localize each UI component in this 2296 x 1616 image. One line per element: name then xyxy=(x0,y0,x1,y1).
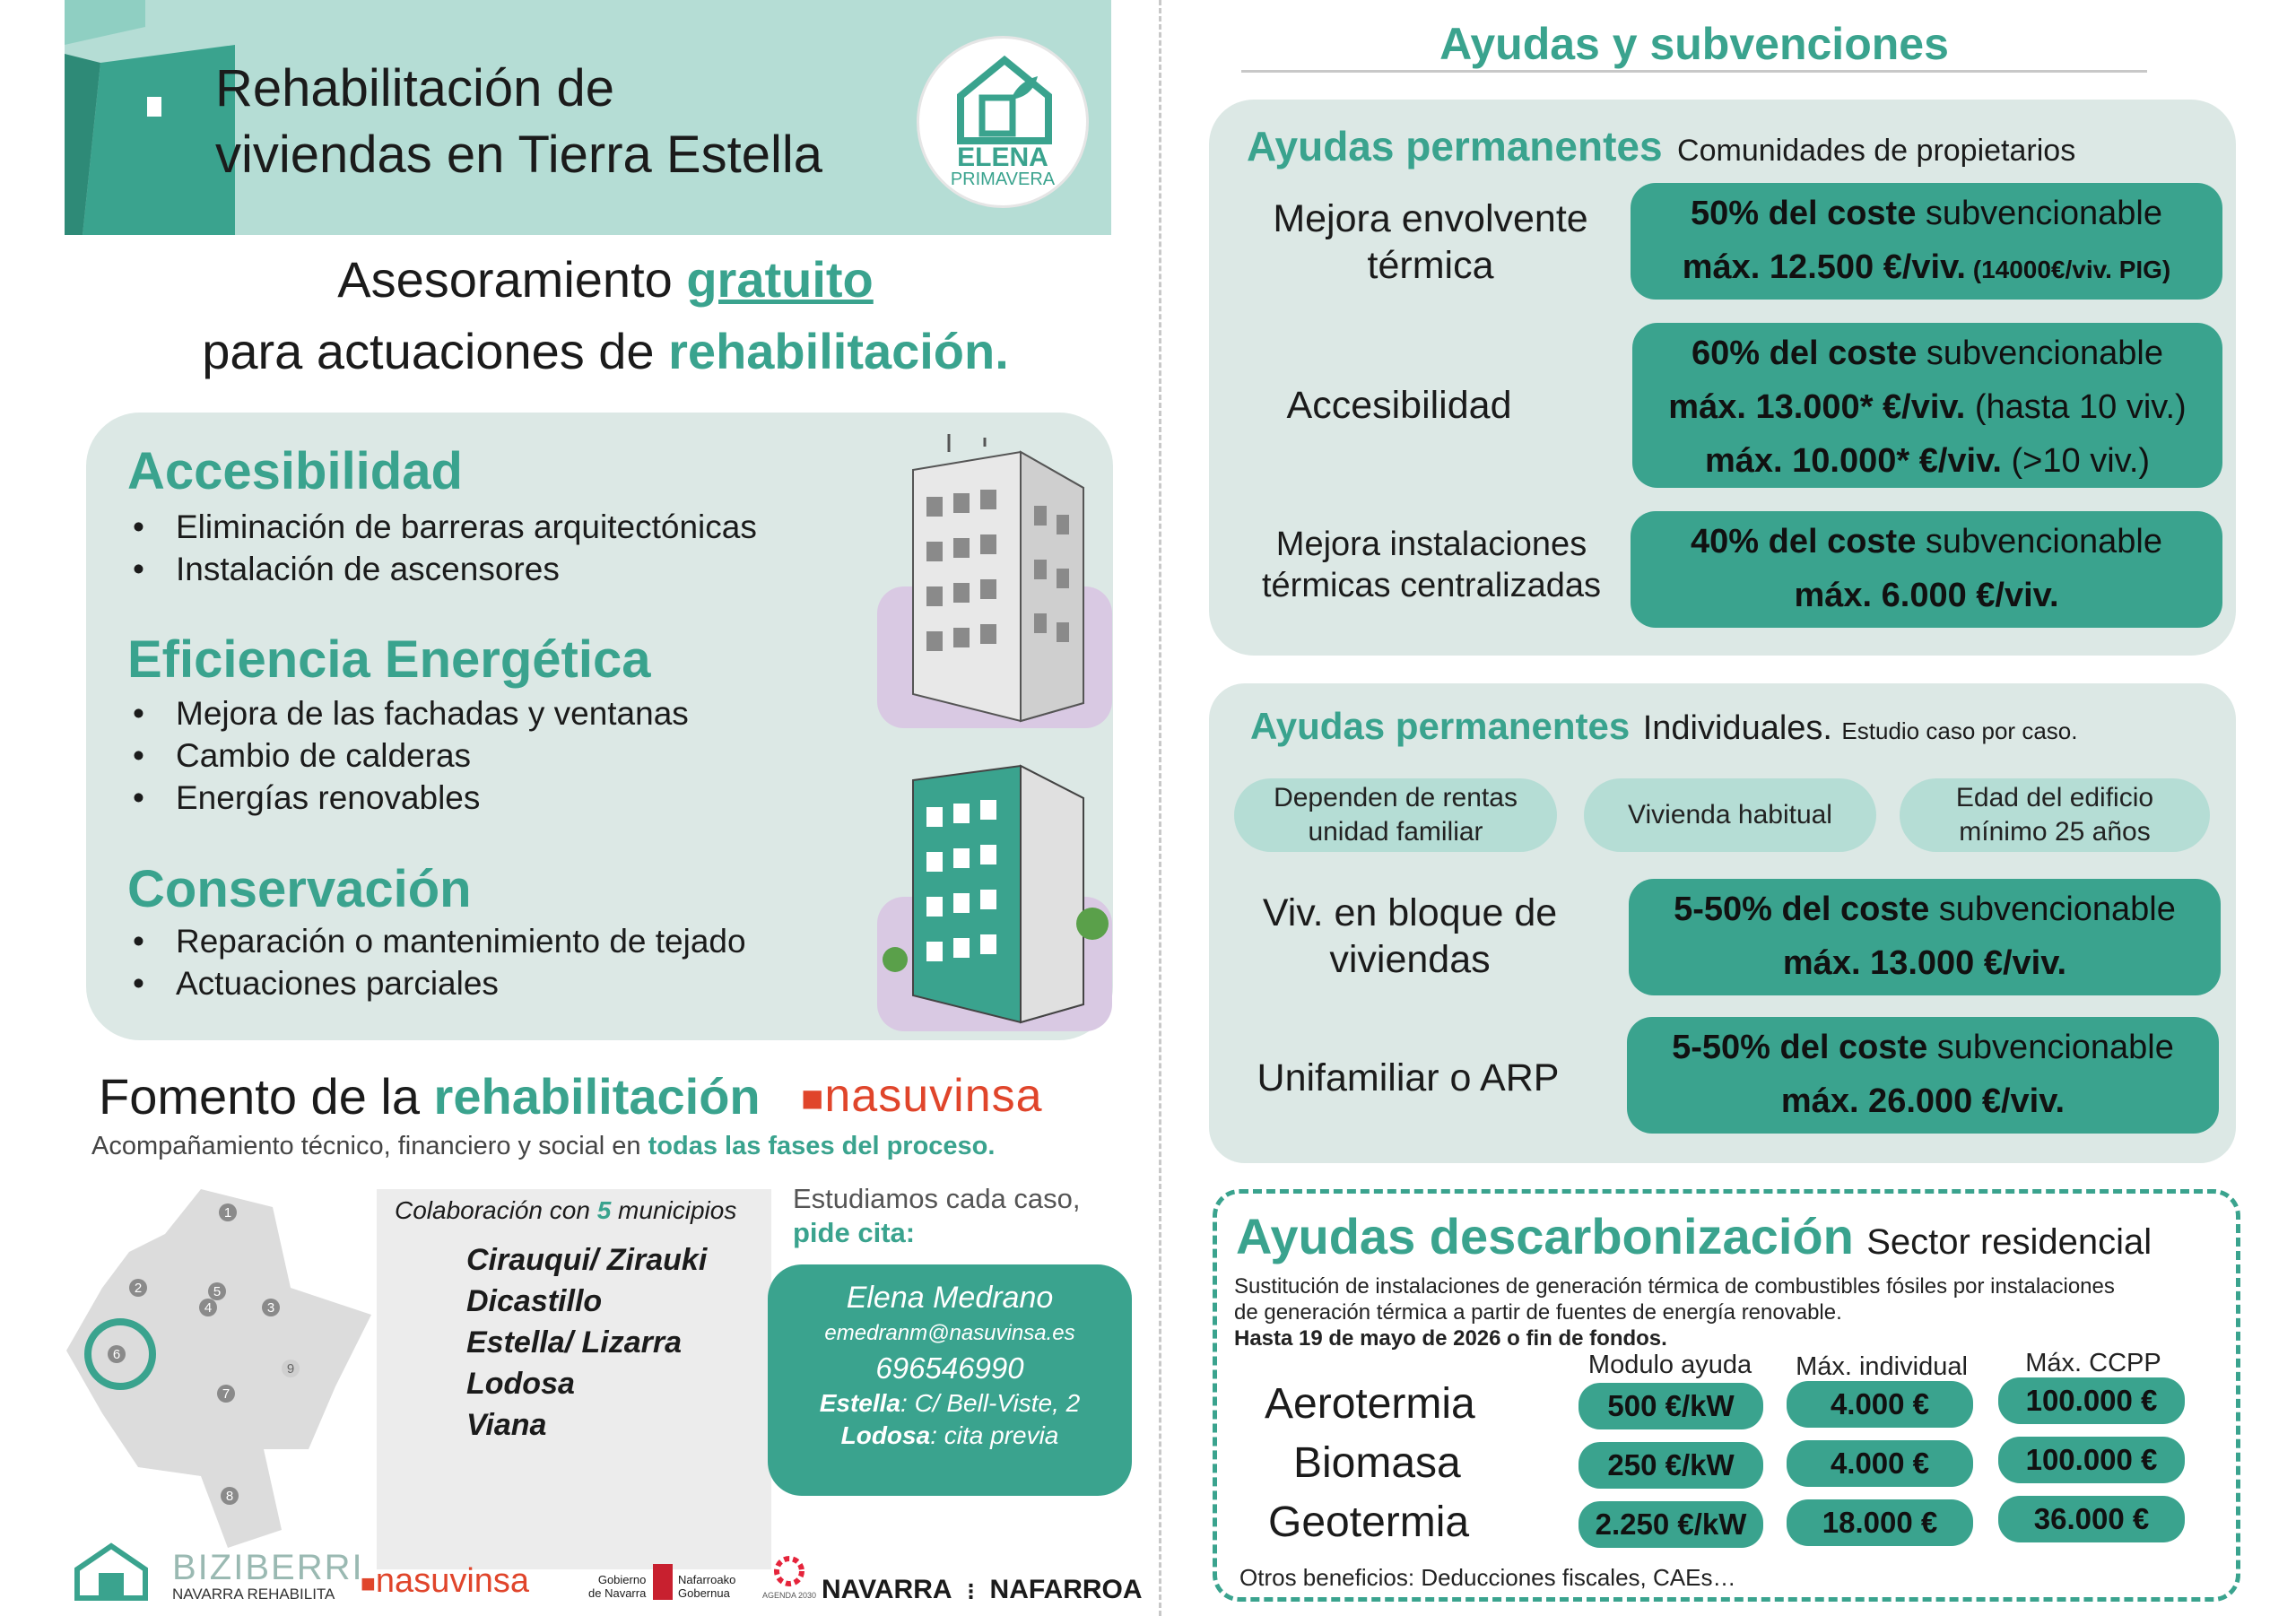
map-marker-1: 1 xyxy=(223,1205,232,1221)
aid-box-instalaciones: 40% del coste subvencionable máx. 6.000 €/viv. xyxy=(1631,511,2222,628)
value-aerotermia-modulo: 500 €/kW xyxy=(1578,1383,1763,1429)
column-divider xyxy=(1159,0,1161,1616)
fomento-subtitle: Acompañamiento técnico, financiero y social en todas las fases del proceso. xyxy=(91,1132,996,1160)
biziberri-sub: NAVARRA REHABILITA xyxy=(172,1586,335,1603)
eficiencia-list xyxy=(127,692,689,819)
list-item: • Eliminación de barreras arquitectónicas xyxy=(127,506,757,548)
value-biomasa-ccpp: 100.000 € xyxy=(1998,1437,2185,1483)
intro-text: Asesoramiento gratuito para actuaciones de rehabilitación. xyxy=(202,251,1009,379)
map-marker-9: 9 xyxy=(286,1361,295,1377)
town-item: Dicastillo xyxy=(466,1284,603,1318)
value-aerotermia-ccpp: 100.000 € xyxy=(1998,1377,2185,1424)
list-item: • Cambio de calderas xyxy=(127,734,689,777)
row-label-geotermia: Geotermia xyxy=(1268,1499,1470,1546)
other-benefits: Otros beneficios: Deducciones fiscales, CAEs… xyxy=(1239,1564,1736,1591)
house-leaf-icon xyxy=(955,55,1054,144)
list-item: • Mejora de las fachadas y ventanas xyxy=(127,692,689,734)
contact-card xyxy=(768,1264,1132,1496)
aid-box-unifamiliar: 5-50% del coste subvencionable máx. 26.000 €/viv. xyxy=(1627,1017,2219,1134)
p3-heading: Ayudas descarbonización Sector residencial xyxy=(1236,1208,2152,1264)
rehab-highlight: rehabilitación. xyxy=(668,323,1009,379)
section-title-eficiencia: Eficiencia Energética xyxy=(127,630,651,689)
value-geotermia-modulo: 2.250 €/kW xyxy=(1578,1501,1763,1548)
condition-pill-rentas: Dependen de rentas unidad familiar xyxy=(1234,778,1557,852)
aid-box-accesibilidad: 60% del coste subvencionable máx. 13.000* €/viv. (hasta 10 viv.) máx. 10.000* €/viv. (>10 viv.) xyxy=(1632,323,2222,488)
elena-logo xyxy=(917,36,1089,208)
col-header-individual: Máx. individual xyxy=(1796,1352,1968,1381)
value-biomasa-individual: 4.000 € xyxy=(1787,1440,1973,1487)
row-label-bloque: Viv. en bloque de viviendas xyxy=(1262,891,1558,981)
right-title: Ayudas y subvenciones xyxy=(1439,19,1949,69)
map-marker-4: 4 xyxy=(204,1300,213,1316)
town-item: Lodosa xyxy=(466,1367,575,1401)
row-label-biomasa: Biomasa xyxy=(1293,1439,1461,1487)
biziberri-logo-icon xyxy=(74,1542,149,1602)
gratuito-highlight: gratuito xyxy=(686,251,874,308)
biziberri-logo: BIZIBERRI xyxy=(172,1548,364,1587)
gobernua-logo: Nafarroako Gobernua xyxy=(678,1573,736,1600)
fomento-sub-highlight: todas las fases del proceso. xyxy=(648,1132,996,1160)
conservacion-list xyxy=(127,920,746,1004)
value-geotermia-individual: 18.000 € xyxy=(1787,1499,1973,1546)
map-marker-8: 8 xyxy=(225,1489,234,1504)
value-geotermia-ccpp: 36.000 € xyxy=(1998,1496,2185,1542)
navarra-logo: NAVARRA ⋮ NAFARROA xyxy=(822,1575,1143,1604)
value-aerotermia-individual: 4.000 € xyxy=(1787,1381,1973,1428)
map-marker-6: 6 xyxy=(112,1347,121,1362)
title-underline xyxy=(1241,70,2147,73)
map-marker-5: 5 xyxy=(213,1284,222,1299)
gobierno-logo: Gobierno de Navarra xyxy=(588,1573,647,1600)
list-item: • Instalación de ascensores xyxy=(127,548,757,590)
row-label-aerotermia: Aerotermia xyxy=(1265,1380,1475,1428)
p3-description: Sustitución de instalaciones de generación térmica de combustibles fósiles por instalaciones de generación térmica a partir de fuentes de energía renovable. Hasta 19 de mayo de 2026 o fin de fondos. xyxy=(1234,1274,2115,1351)
section-title-accesibilidad: Accesibilidad xyxy=(127,442,463,500)
section-title-conservacion: Conservación xyxy=(127,860,472,918)
cta-text: Estudiamos cada caso, pide cita: xyxy=(793,1183,1081,1248)
p1-heading: Ayudas permanentes Comunidades de propietarios xyxy=(1247,123,2076,169)
value-biomasa-modulo: 250 €/kW xyxy=(1578,1442,1763,1489)
nasuvinsa-footer-logo: ■nasuvinsa xyxy=(361,1562,530,1600)
row-label-envolvente: Mejora envolvente térmica xyxy=(1273,197,1588,287)
colab-label: Colaboración con 5 municipios xyxy=(395,1196,737,1224)
list-item: • Reparación o mantenimiento de tejado xyxy=(127,920,746,962)
building-before-illustration xyxy=(877,434,1112,728)
town-item: Cirauqui/ Zirauki xyxy=(466,1243,708,1277)
contact-email[interactable]: emedranm@nasuvinsa.es xyxy=(824,1321,1075,1345)
towns-list xyxy=(466,1239,707,1446)
accesibilidad-list xyxy=(127,506,757,590)
agenda-2030-label: AGENDA 2030 xyxy=(761,1591,817,1600)
navarra-coat-icon xyxy=(653,1564,673,1600)
row-label-instalaciones: Mejora instalaciones térmicas centralizadas xyxy=(1261,526,1602,604)
contact-name: Elena Medrano xyxy=(846,1281,1054,1315)
logo-sub: PRIMAVERA xyxy=(950,169,1056,189)
p2-heading: Ayudas permanentes Individuales. Estudio caso por caso. xyxy=(1250,705,2078,747)
contact-estella: Estella: C/ Bell-Viste, 2 xyxy=(819,1389,1081,1417)
map-marker-3: 3 xyxy=(266,1300,275,1316)
aid-box-bloque: 5-50% del coste subvencionable máx. 13.000 €/viv. xyxy=(1629,879,2221,995)
row-label-accesibilidad: Accesibilidad xyxy=(1286,384,1512,427)
contact-phone[interactable]: 696546990 xyxy=(875,1351,1024,1385)
contact-lodosa: Lodosa: cita previa xyxy=(840,1421,1059,1449)
condition-pill-habitual: Vivienda habitual xyxy=(1584,778,1876,852)
col-header-ccpp: Máx. CCPP xyxy=(2025,1349,2161,1377)
town-item: Viana xyxy=(466,1408,547,1442)
page-title: Rehabilitación de viviendas en Tierra Estella xyxy=(215,59,822,184)
list-item: • Actuaciones parciales xyxy=(127,962,746,1004)
agenda-2030-icon xyxy=(773,1555,805,1587)
aid-box-envolvente: 50% del coste subvencionable máx. 12.500 €/viv. (14000€/viv. PIG) xyxy=(1631,183,2222,300)
map-marker-2: 2 xyxy=(134,1281,143,1296)
nasuvinsa-brand: ■nasuvinsa xyxy=(801,1070,1043,1122)
building-after-illustration xyxy=(877,762,1112,1031)
fomento-highlight: rehabilitación xyxy=(433,1068,761,1125)
navarra-map xyxy=(66,1180,380,1557)
town-item: Estella/ Lizarra xyxy=(466,1325,683,1360)
logo-name: ELENA xyxy=(957,143,1048,172)
fomento-title: Fomento de la rehabilitación xyxy=(99,1068,761,1125)
row-label-unifamiliar: Unifamiliar o ARP xyxy=(1257,1056,1560,1099)
list-item: • Energías renovables xyxy=(127,777,689,819)
condition-pill-edad: Edad del edificio mínimo 25 años xyxy=(1900,778,2210,852)
col-header-modulo: Modulo ayuda xyxy=(1587,1351,1752,1379)
map-marker-7: 7 xyxy=(222,1386,230,1402)
